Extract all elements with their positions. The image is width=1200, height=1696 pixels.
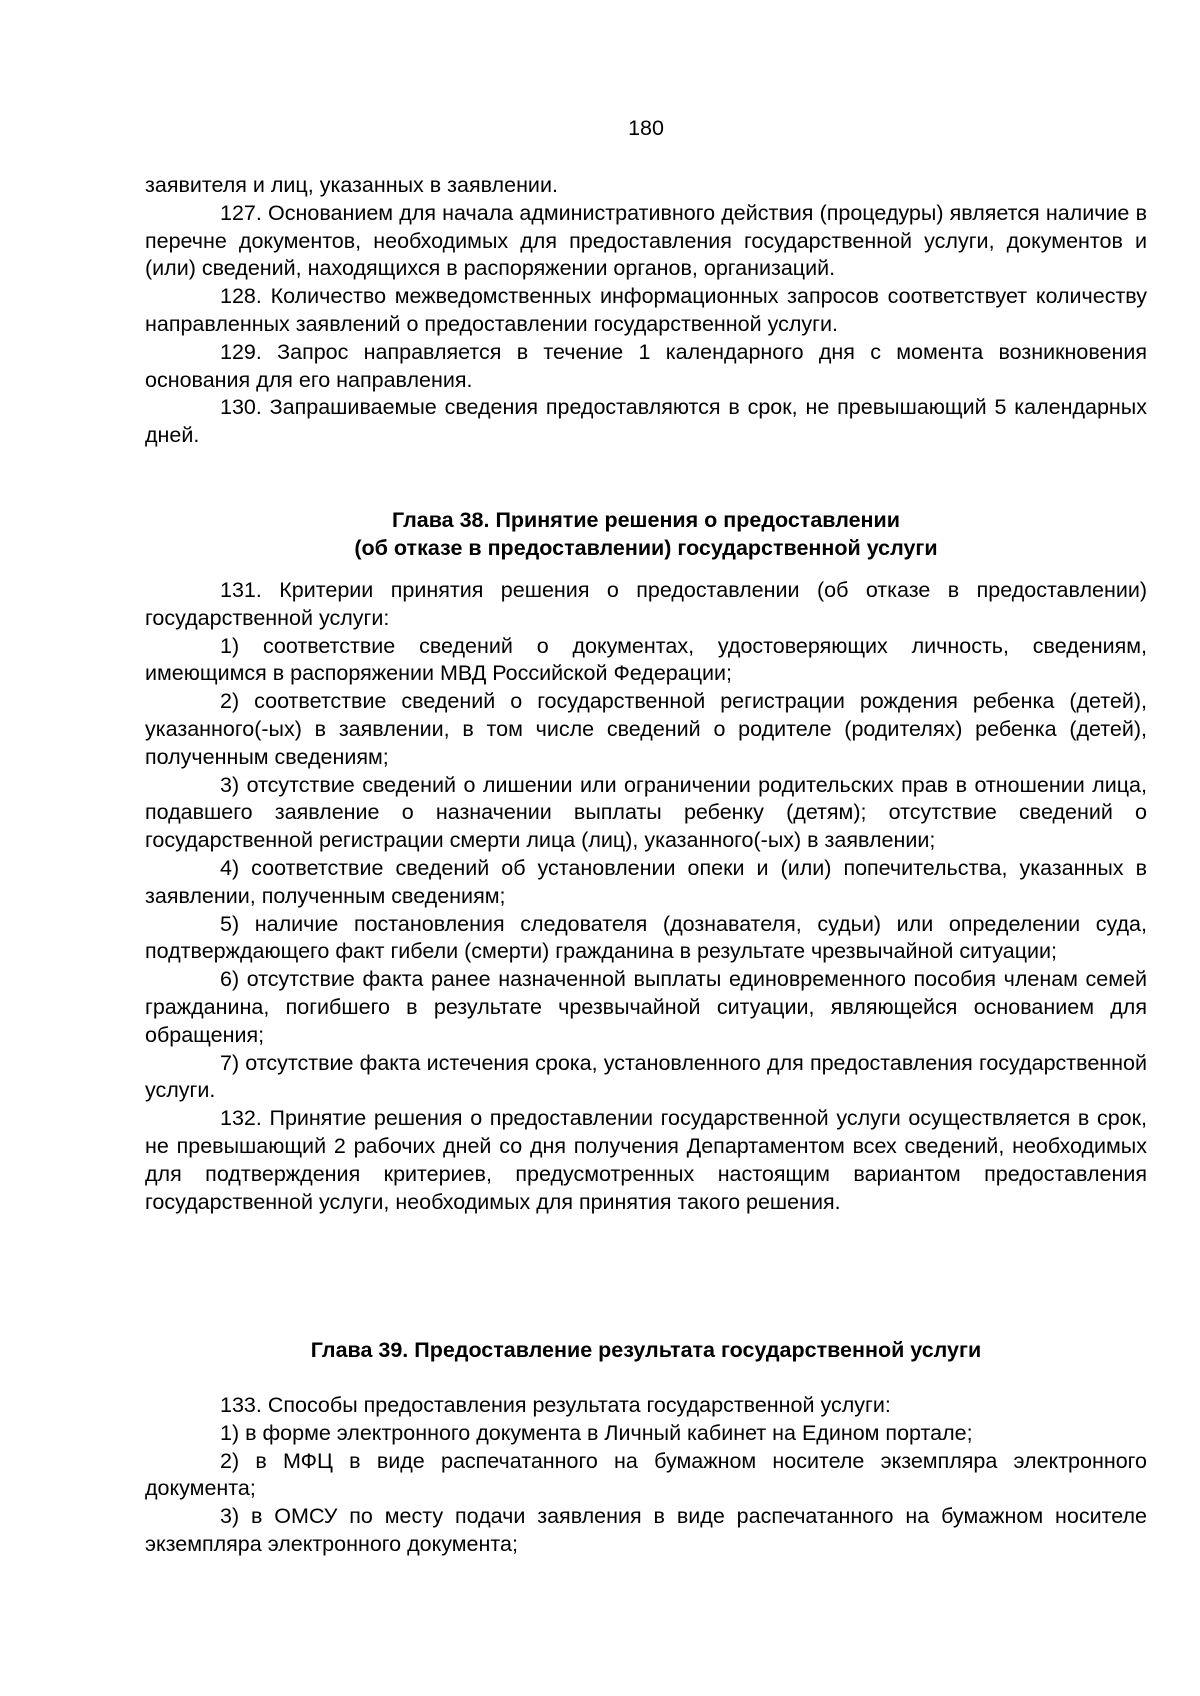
page-number: 180 (628, 116, 664, 140)
text-block-result (145, 1392, 1147, 1559)
criterion-item-5: 5) наличие постановления следователя (дознавателя, судьи) или определении суда, подтверждающего факт гибели (смерти) гражданина в результате чрезвычайной ситуации; (145, 911, 1147, 964)
paragraph-132: 132. Принятие решения о предоставлении государственной услуги осуществляется в срок, не превышающий 2 рабочих дней со дня получения Департаментом всех сведений, необходимых для подтверждения критериев, предусмотренных настоящим вариантом предоставления государственной услуги, необходимых для принятия такого решения. (145, 1106, 1147, 1214)
chapter-38-heading-line-1: Глава 38. Принятие решения о предоставлении (392, 508, 900, 532)
paragraph-131: 131. Критерии принятия решения о предоставлении (об отказе в предоставлении) государственной услуги: (145, 578, 1147, 630)
paragraph-128: 128. Количество межведомственных информационных запросов соответствует количеству направленных заявлений о предоставлении государственной услуги. (145, 284, 1147, 336)
paragraph-continuation: заявителя и лиц, указанных в заявлении. (145, 173, 558, 197)
result-method-item-1: 1) в форме электронного документа в Личный кабинет на Едином портале; (220, 1420, 973, 1445)
criterion-item-3: 3) отсутствие сведений о лишении или ограничении родительских прав в отношении лица, подавшего заявление о назначении выплаты ребенку (детям); отсутствие сведений о государственной регистрации смерти лица (лиц), указанного(-ых) в заявлении; (145, 772, 1147, 853)
criterion-item-1: 1) соответствие сведений о документах, удостоверяющих личность, сведениям, имеющимся в распоряжении МВД Российской Федерации; (145, 633, 1147, 686)
result-method-item-2: 2) в МФЦ в виде распечатанного на бумажном носителе экземпляра электронного документа; (145, 1448, 1147, 1501)
text-block-procedure (145, 172, 1147, 450)
criterion-item-7: 7) отсутствие факта истечения срока, установленного для предоставления государственной услуги. (145, 1050, 1147, 1103)
chapter-38-heading-line-2: (об отказе в предоставлении) государственной услуги (354, 536, 938, 560)
text-block-decision (145, 577, 1147, 1216)
chapter-39-heading: Глава 39. Предоставление результата государственной услуги (310, 1338, 982, 1362)
chapter-38-heading (145, 506, 1147, 562)
criterion-item-4: 4) соответствие сведений об установлении опеки и (или) попечительства, указанных в заявлении, полученным сведениям; (145, 855, 1147, 908)
paragraph-127: 127. Основанием для начала административного действия (процедуры) является наличие в перечне документов, необходимых для предоставления государственной услуги, документов и (или) сведений, находящихся в распоряжении органов, организаций. (145, 200, 1147, 281)
criterion-item-6: 6) отсутствие факта ранее назначенной выплаты единовременного пособия членам семей гражданина, погибшего в результате чрезвычайной ситуации, являющейся основанием для обращения; (145, 967, 1147, 1047)
paragraph-133: 133. Способы предоставления результата государственной услуги: (220, 1393, 891, 1417)
paragraph-130: 130. Запрашиваемые сведения предоставляются в срок, не превышающий 5 календарных дней. (145, 395, 1147, 448)
paragraph-129: 129. Запрос направляется в течение 1 календарного дня с момента возникновения основания для его направления. (145, 339, 1147, 392)
result-method-item-3: 3) в ОМСУ по месту подачи заявления в виде распечатанного на бумажном носителе экземпляра электронного документа; (145, 1504, 1147, 1556)
criterion-item-2: 2) соответствие сведений о государственной регистрации рождения ребенка (детей), указанного(-ых) в заявлении, в том числе сведений о родителе (родителях) ребенка (детей), полученным сведениям; (145, 689, 1147, 769)
